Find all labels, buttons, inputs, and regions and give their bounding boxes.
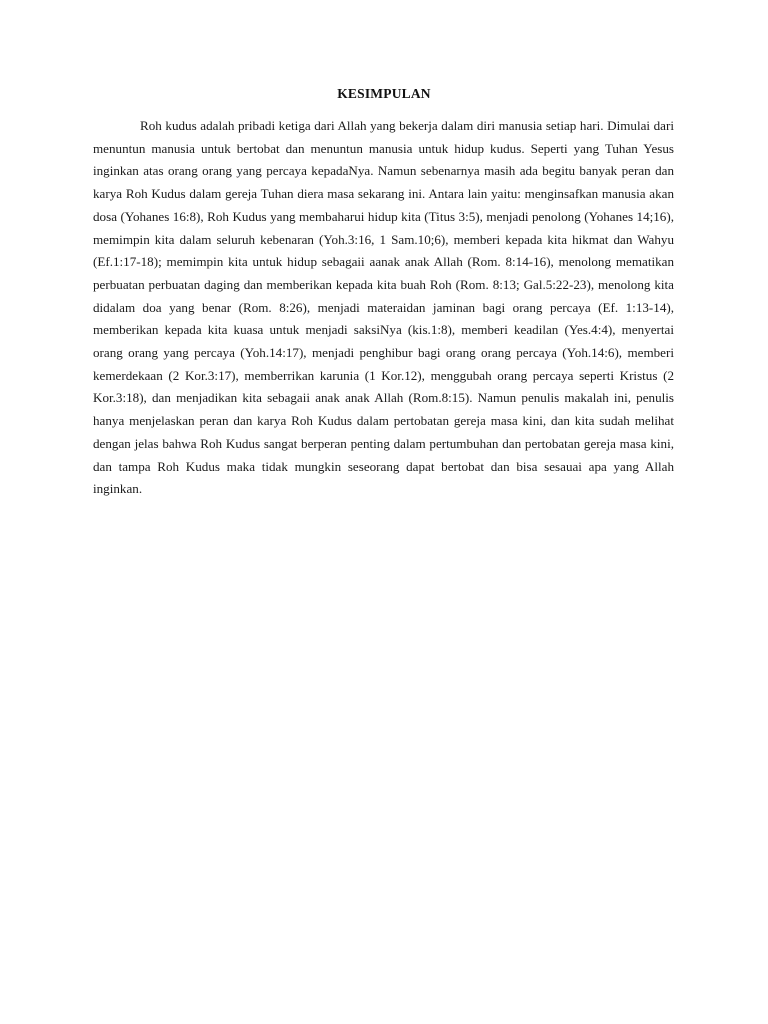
page-title: KESIMPULAN	[337, 86, 431, 101]
body-paragraph: Roh kudus adalah pribadi ketiga dari Allah yang bekerja dalam diri manusia setiap hari. Dimulai dari menuntun manusia untuk bertobat dan menuntun manusia untuk hidup kudus. Seperti yang Tuhan Yesus inginkan atas orang orang yang percaya kepadaNya. Namun sebenarnya masih ada begitu banyak peran dan karya Roh Kudus dalam gereja Tuhan diera masa sekarang ini. Antara lain yaitu: menginsafkan manusia akan dosa (Yohanes 16:8), Roh Kudus yang membaharui hidup kita (Titus 3:5), menjadi penolong (Yohanes 14;16), memimpin kita dalam seluruh kebenaran (Yoh.3:16, 1 Sam.10;6), memberi kepada kita hikmat dan Wahyu (Ef.1:17-18); memimpin kita untuk hidup sebagaii aanak anak Allah (Rom. 8:14-16), menolong mematikan perbuatan perbuatan daging dan memberikan kepada kita buah Roh (Rom. 8:13; Gal.5:22-23), menolong kita didalam doa yang benar (Rom. 8:26), menjadi materaidan jaminan bagi orang percaya (Ef. 1:13-14), memberikan kepada kita kuasa untuk menjadi saksiNya (kis.1:8), memberi keadilan (Yes.4:4), menyertai orang orang yang percaya (Yoh.14:17), menjadi penghibur bagi orang orang percaya (Yoh.14:6), memberi kemerdekaan (2 Kor.3:17), memberrikan karunia (1 Kor.12), menggubah orang percaya seperti Kristus (2 Kor.3:18), dan menjadikan kita sebagaii anak anak Allah (Rom.8:15). Namun penulis makalah ini, penulis hanya menjelaskan peran dan karya Roh Kudus dalam pertobatan gereja masa kini, dan kita sudah melihat dengan jelas bahwa Roh Kudus sangat berperan penting dalam pertumbuhan dan pertobatan gereja masa kini, dan tampa Roh Kudus maka tidak mungkin seseorang dapat bertobat dan bisa sesauai apa yang Allah inginkan.	[93, 118, 674, 497]
